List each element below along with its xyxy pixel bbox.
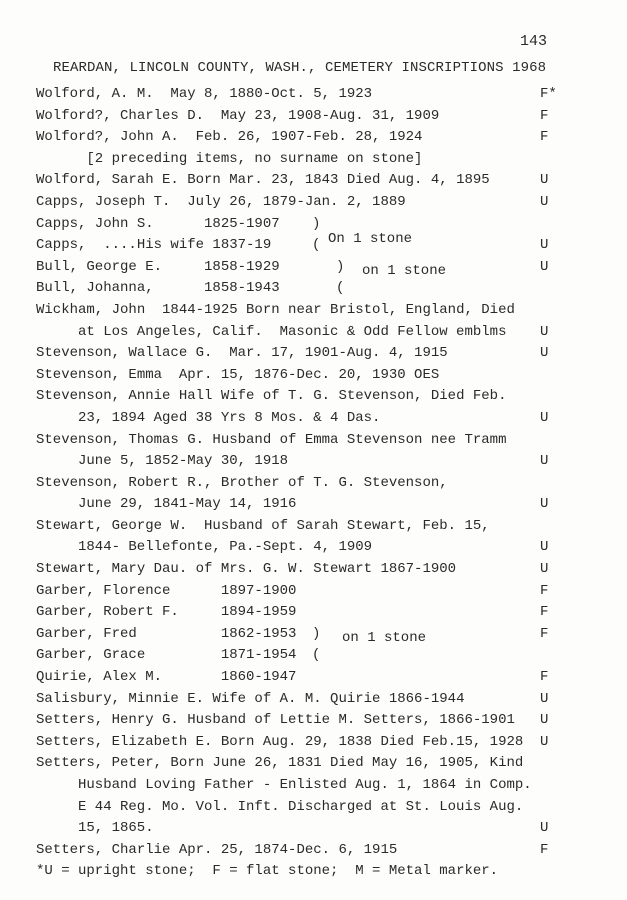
inscription-line [0, 301, 627, 323]
inscription-text: Quirie, Alex M. 1860-1947 [36, 669, 297, 686]
page-header: REARDAN, LINCOLN COUNTY, WASH., CEMETERY INSCRIPTIONS 1968 [53, 60, 547, 76]
inscription-text: Salisbury, Minnie E. Wife of A. M. Quirie 1866-1944 [36, 690, 465, 707]
bracket-mark: ) [312, 625, 321, 642]
stone-type-code: U [540, 561, 549, 578]
inscription-text: Capps, ....His wife 1837-19 [36, 237, 272, 254]
stone-type-code: U [540, 539, 549, 556]
inscription-line [0, 819, 627, 841]
inscription-line [0, 776, 627, 798]
inscription-text: Capps, Joseph T. July 26, 1879-Jan. 2, 1889 [36, 193, 406, 210]
inscription-line [0, 754, 627, 776]
inscription-line [0, 344, 627, 366]
stone-type-code: F [540, 582, 549, 599]
stone-type-code: U [540, 258, 549, 275]
stone-type-code: U [540, 712, 549, 729]
inscription-line [0, 625, 627, 647]
inscription-text: Stewart, Mary Dau. of Mrs. G. W. Stewart 1867-1900 [36, 561, 457, 578]
inscription-line [0, 150, 627, 172]
inscription-text: Setters, Henry G. Husband of Lettie M. Setters, 1866-1901 [36, 712, 515, 729]
inscription-text: Wolford?, Charles D. May 23, 1908-Aug. 31, 1909 [36, 107, 440, 124]
inscription-text: Setters, Charlie Apr. 25, 1874-Dec. 6, 1915 [36, 841, 398, 858]
inscription-line [0, 171, 627, 193]
inscription-text: Bull, George E. 1858-1929 [36, 258, 280, 275]
stone-type-code: U [540, 323, 549, 340]
stone-type-code: F [540, 129, 549, 146]
inscription-text: Setters, Elizabeth E. Born Aug. 29, 1838 Died Feb.15, 1928 [36, 733, 524, 750]
inscription-line [0, 85, 627, 107]
inscription-line [0, 646, 627, 668]
inscription-text: Wickham, John 1844-1925 Born near Bristol, England, Died [36, 301, 515, 318]
inscription-line [0, 798, 627, 820]
bracket-mark: ) [336, 258, 345, 275]
inscription-text: E 44 Reg. Mo. Vol. Inft. Discharged at St. Louis Aug. [78, 798, 524, 815]
stone-type-code: F [540, 604, 549, 621]
inscription-text: Stevenson, Annie Hall Wife of T. G. Stevenson, Died Feb. [36, 388, 507, 405]
stone-type-code: F* [540, 86, 557, 102]
inscription-line [0, 366, 627, 388]
inscription-text: Stevenson, Robert R., Brother of T. G. Stevenson, [36, 474, 448, 491]
inscription-text: Garber, Florence 1897-1900 [36, 582, 297, 599]
inscription-line [0, 128, 627, 150]
inscription-line [0, 431, 627, 453]
inscription-line [0, 279, 627, 301]
inscription-line [0, 690, 627, 712]
inscription-text: Stewart, George W. Husband of Sarah Stewart, Feb. 15, [36, 517, 490, 534]
inscription-text: Stevenson, Thomas G. Husband of Emma Stevenson nee Tramm [36, 431, 507, 448]
stone-type-code: U [540, 820, 549, 837]
inscription-line [0, 107, 627, 129]
stone-type-code: U [540, 496, 549, 513]
stone-type-code: U [540, 453, 549, 470]
inscription-text: Setters, Peter, Born June 26, 1831 Died May 16, 1905, Kind [36, 755, 524, 772]
inscription-line [0, 387, 627, 409]
inscription-line [0, 452, 627, 474]
inscription-line [0, 409, 627, 431]
inscription-text: Stevenson, Emma Apr. 15, 1876-Dec. 20, 1930 OES [36, 366, 440, 383]
inscription-text: 15, 1865. [78, 820, 154, 837]
inscription-text: Wolford, Sarah E. Born Mar. 23, 1843 Died Aug. 4, 1895 [36, 172, 490, 189]
inscription-text: Capps, John S. 1825-1907 [36, 215, 280, 232]
grouping-note: on 1 stone [342, 629, 427, 646]
inscription-text: Garber, Fred 1862-1953 [36, 625, 297, 642]
stone-type-code: U [540, 193, 549, 210]
inscription-text: Stevenson, Wallace G. Mar. 17, 1901-Aug. 4, 1915 [36, 345, 448, 362]
inscription-text: Bull, Johanna, 1858-1943 [36, 280, 280, 297]
inscription-text: Wolford?, John A. Feb. 26, 1907-Feb. 28, 1924 [36, 129, 423, 146]
inscription-text: 1844- Bellefonte, Pa.-Sept. 4, 1909 [78, 539, 373, 556]
inscription-text: Garber, Grace 1871-1954 [36, 647, 297, 664]
page-number: 143 [520, 33, 548, 50]
inscription-line [0, 560, 627, 582]
stone-type-code: U [540, 237, 549, 254]
inscription-line [0, 538, 627, 560]
bracket-mark: ( [312, 237, 321, 254]
inscription-text: [2 preceding items, no surname on stone] [78, 150, 423, 167]
inscription-line [0, 517, 627, 539]
stone-type-code: U [540, 733, 549, 750]
inscription-line [0, 474, 627, 496]
bracket-mark: ( [312, 647, 321, 664]
inscription-line [0, 582, 627, 604]
inscription-text: June 29, 1841-May 14, 1916 [78, 496, 297, 513]
inscription-line [0, 711, 627, 733]
grouping-note: On 1 stone [328, 231, 413, 248]
inscription-line [0, 215, 627, 237]
grouping-note: on 1 stone [362, 262, 447, 279]
inscription-list [0, 85, 627, 884]
inscription-text: Garber, Robert F. 1894-1959 [36, 604, 297, 621]
inscription-text: at Los Angeles, Calif. Masonic & Odd Fellow emblms [78, 323, 507, 340]
inscription-text: June 5, 1852-May 30, 1918 [78, 453, 289, 470]
stone-type-code: F [540, 107, 549, 124]
inscription-line [0, 258, 627, 280]
stone-type-code: F [540, 841, 549, 858]
bracket-mark: ( [336, 280, 345, 297]
stone-type-code: U [540, 345, 549, 362]
inscription-line [0, 323, 627, 345]
inscription-line [0, 733, 627, 755]
inscription-line [0, 668, 627, 690]
inscription-line [0, 193, 627, 215]
stone-type-code: U [540, 172, 549, 189]
bracket-mark: ) [312, 215, 321, 232]
stone-type-code: F [540, 669, 549, 686]
inscription-text: Wolford, A. M. May 8, 1880-Oct. 5, 1923 [36, 86, 373, 102]
inscription-text: *U = upright stone; F = flat stone; M = Metal marker. [36, 863, 499, 880]
inscription-line [0, 495, 627, 517]
stone-type-code: F [540, 625, 549, 642]
inscription-text: Husband Loving Father - Enlisted Aug. 1, 1864 in Comp. [78, 777, 532, 793]
stone-type-code: U [540, 690, 549, 707]
inscription-line [0, 231, 627, 258]
footnote [0, 862, 627, 884]
stone-type-code: U [540, 409, 549, 426]
inscription-text: 23, 1894 Aged 38 Yrs 8 Mos. & 4 Das. [78, 409, 381, 426]
inscription-line [0, 603, 627, 625]
inscription-line [0, 841, 627, 863]
